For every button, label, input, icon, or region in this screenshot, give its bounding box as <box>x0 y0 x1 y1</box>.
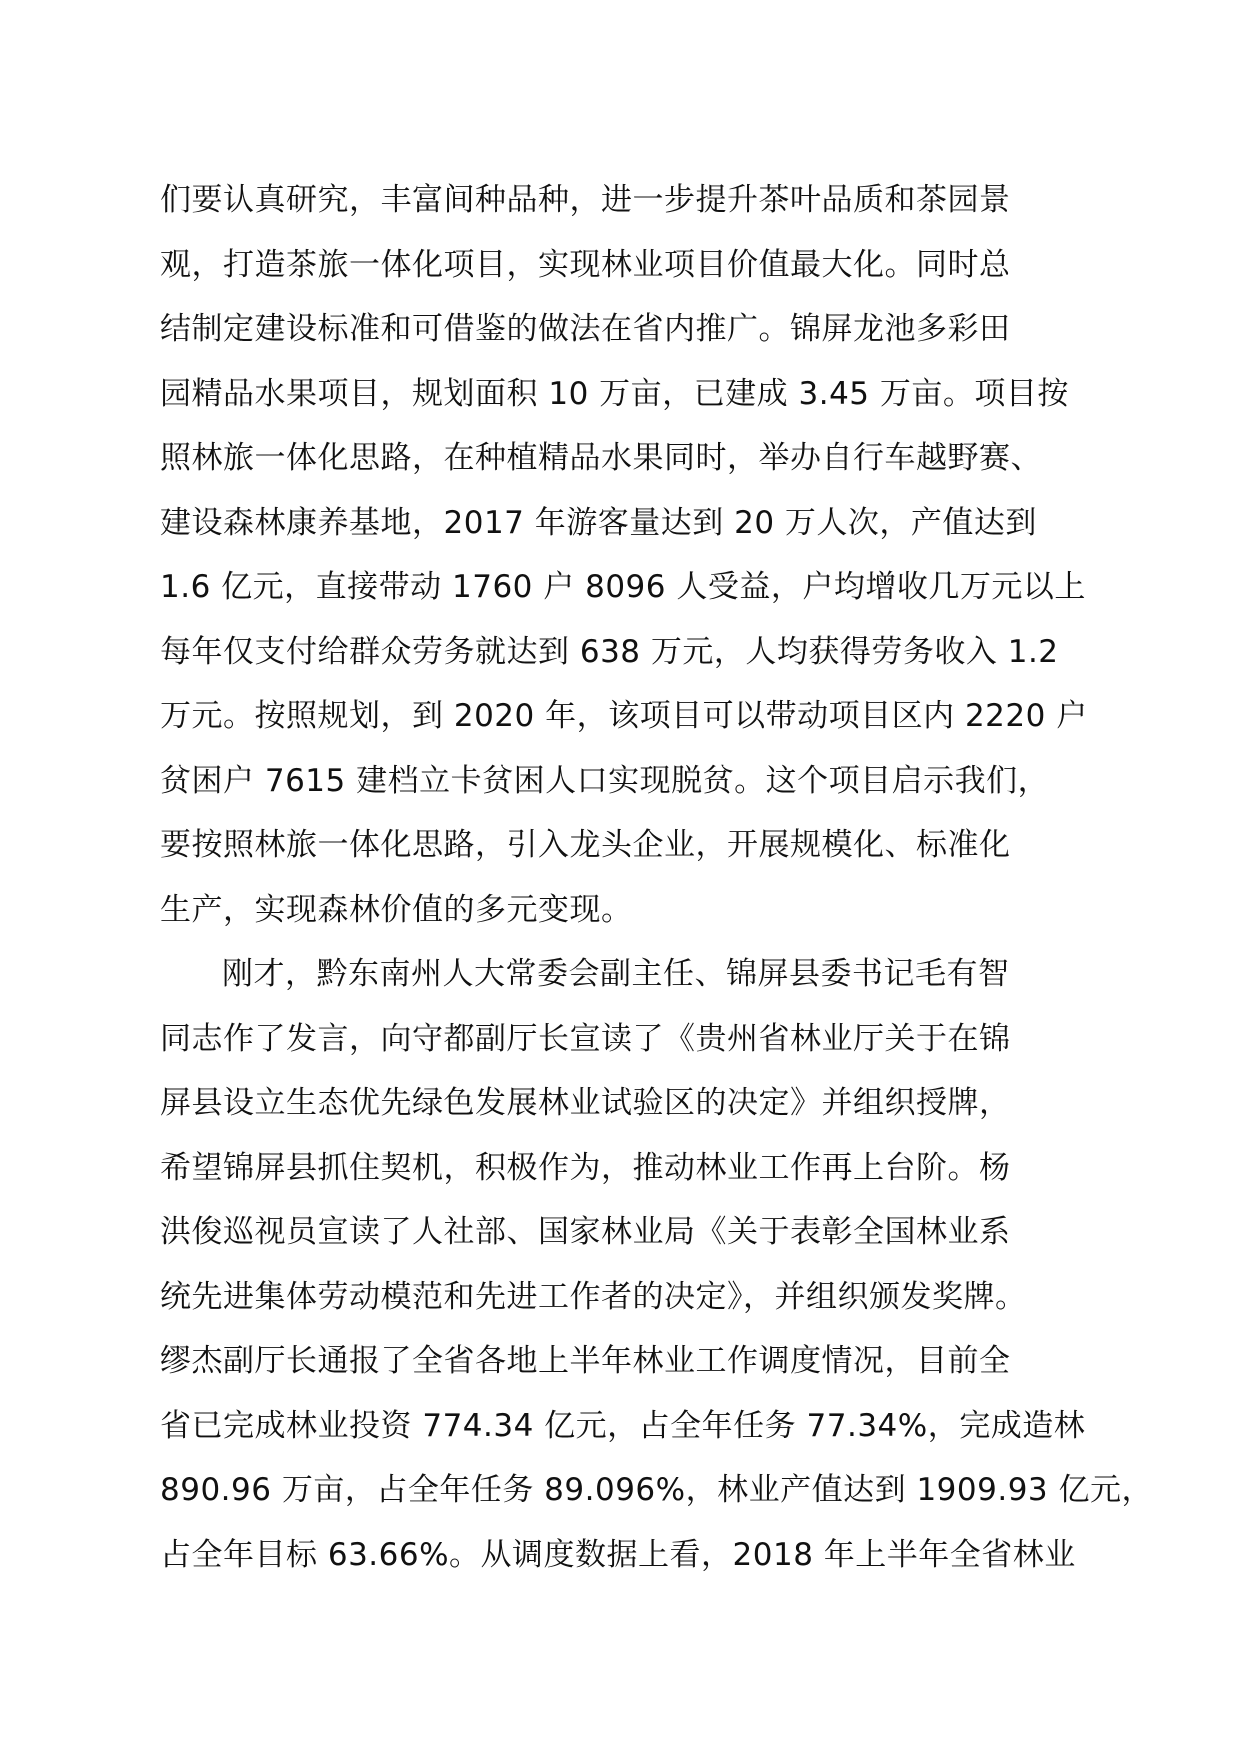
text-line: 们要认真研究，丰富间种品种，进一步提升茶叶品质和茶园景 <box>160 182 1011 218</box>
text-line: 结制定建设标准和可借鉴的做法在省内推广。锦屏龙池多彩田 <box>160 311 1011 347</box>
text-line: 照林旅一体化思路，在种植精品水果同时，举办自行车越野赛、 <box>160 440 1042 476</box>
text-line: 要按照林旅一体化思路，引入龙头企业，开展规模化、标准化 <box>160 827 1011 863</box>
text-line: 园精品水果项目，规划面积 10 万亩，已建成 3.45 万亩。项目按 <box>160 375 1069 412</box>
body-text <box>160 168 1154 1587</box>
text-line: 生产，实现森林价值的多元变现。 <box>160 891 633 928</box>
paragraph-start-line: 刚才，黔东南州人大常委会副主任、锦屏县委书记毛有智 <box>222 956 1010 992</box>
text-line: 希望锦屏县抓住契机，积极作为，推动林业工作再上台阶。杨 <box>160 1149 1011 1186</box>
text-line: 贫困户 7615 建档立卡贫困人口实现脱贫。这个项目启示我们， <box>160 762 1050 799</box>
text-line: 缪杰副厅长通报了全省各地上半年林业工作调度情况，目前全 <box>160 1343 1011 1379</box>
text-line: 洪俊巡视员宣读了人社部、国家林业局《关于表彰全国林业系 <box>160 1214 1011 1250</box>
text-line: 建设森林康养基地，2017 年游客量达到 20 万人次，产值达到 <box>160 504 1037 541</box>
text-line: 省已完成林业投资 774.34 亿元，占全年任务 77.34%，完成造林 <box>160 1407 1086 1444</box>
text-line: 每年仅支付给群众劳务就达到 638 万元，人均获得劳务收入 1.2 <box>160 633 1059 670</box>
text-line: 统先进集体劳动模范和先进工作者的决定》，并组织颁发奖牌。 <box>160 1278 1027 1315</box>
text-line: 890.96 万亩，占全年任务 89.096%，林业产值达到 1909.93 亿元， <box>160 1472 1154 1508</box>
text-line: 同志作了发言，向守都副厅长宣读了《贵州省林业厅关于在锦 <box>160 1020 1011 1057</box>
text-line: 占全年目标 63.66%。从调度数据上看，2018 年上半年全省林业 <box>160 1536 1076 1573</box>
text-line: 屏县设立生态优先绿色发展林业试验区的决定》并组织授牌， <box>160 1085 1011 1121</box>
text-line: 1.6 亿元，直接带动 1760 户 8096 人受益，户均增收几万元以上 <box>160 569 1086 605</box>
text-line: 万元。按照规划，到 2020 年，该项目可以带动项目区内 2220 户 <box>160 698 1088 734</box>
text-line: 观，打造茶旅一体化项目，实现林业项目价值最大化。同时总 <box>160 246 1011 283</box>
